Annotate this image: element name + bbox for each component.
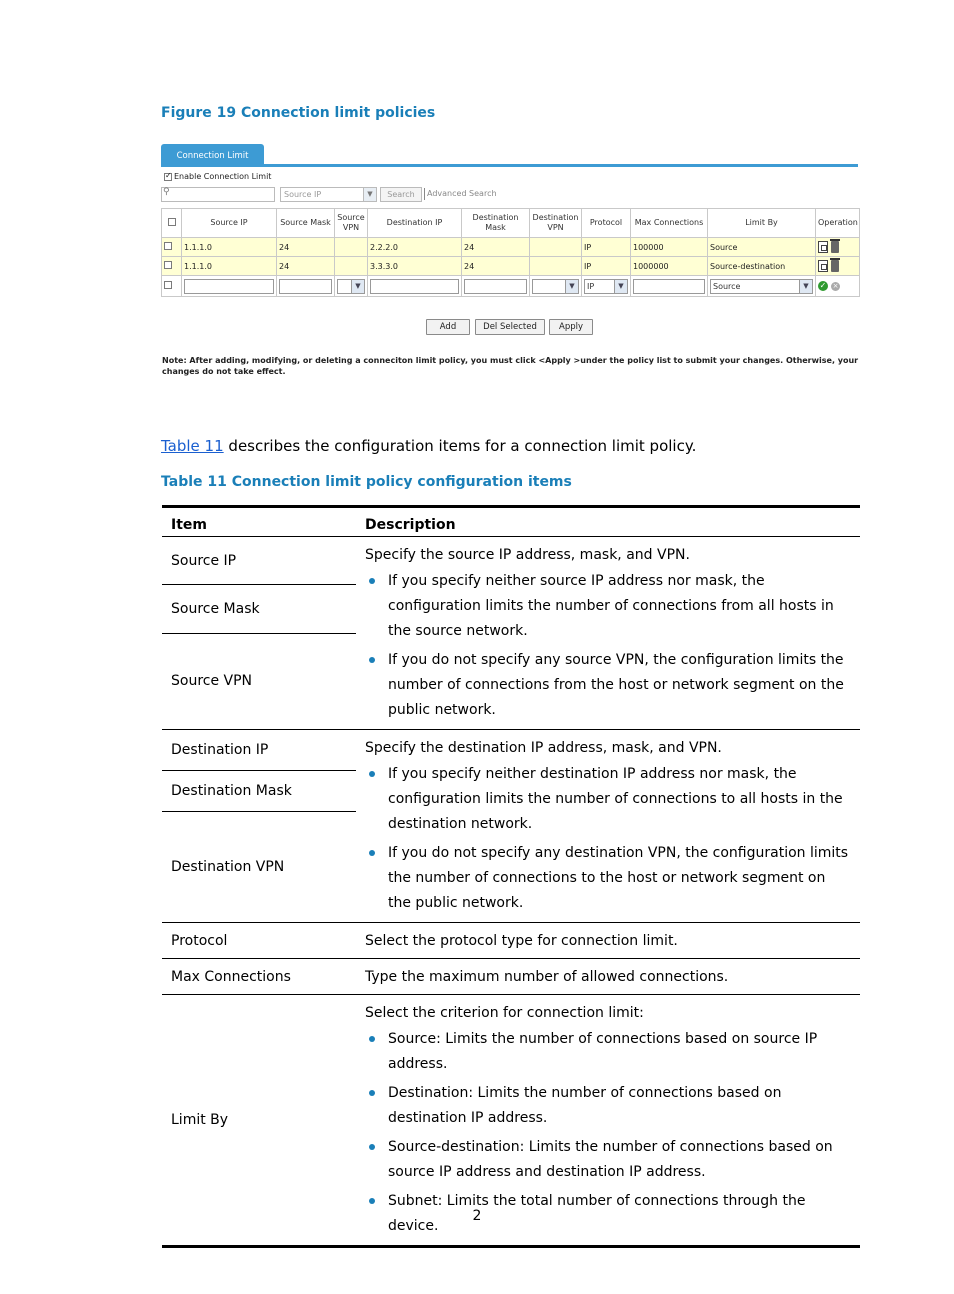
item-cell: Destination Mask (162, 771, 356, 812)
policy-table (161, 208, 860, 297)
edit-icon[interactable] (818, 241, 828, 253)
del-selected-button[interactable]: Del Selected (475, 319, 545, 335)
tab-connection-limit[interactable]: Connection Limit (161, 144, 264, 166)
dest-ip-input[interactable] (370, 279, 459, 294)
search-field-value: Source IP (284, 190, 322, 199)
list-item: Destination: Limits the number of connections based on destination IP address. (365, 1081, 851, 1131)
list-item: If you specify neither source IP address nor mask, the configuration limits the number of connections from all hosts in the source network. (365, 569, 851, 644)
item-cell: Source IP (162, 537, 356, 585)
search-button[interactable]: Search (380, 187, 422, 202)
enable-connection-limit[interactable] (164, 172, 271, 181)
description-intro: Specify the source IP address, mask, and VPN. (365, 547, 690, 563)
col-header: Destination VPN (530, 209, 582, 238)
col-header: Destination IP (368, 209, 462, 238)
table-row (162, 238, 860, 257)
table-11-link[interactable]: Table 11 (161, 437, 224, 455)
list-item: If you do not specify any source VPN, the configuration limits the number of connections from the host or network segment on the public network. (365, 648, 851, 723)
chevron-down-icon: ▼ (614, 280, 627, 293)
cell-source-vpn (335, 257, 368, 276)
connection-limit-panel (161, 143, 859, 383)
list-item: Source: Limits the number of connections based on source IP address. (365, 1027, 851, 1077)
col-header: Limit By (708, 209, 816, 238)
col-header-description: Description (356, 507, 860, 537)
enable-checkbox[interactable] (164, 173, 172, 181)
bullet-list (365, 569, 851, 729)
description-intro: Specify the destination IP address, mask, and VPN. (365, 740, 722, 756)
advanced-search-link[interactable]: Advanced Search (427, 189, 497, 198)
figure-caption: Figure 19 Connection limit policies (161, 105, 436, 121)
search-icon: ⚲ (163, 187, 170, 197)
chevron-down-icon: ▼ (363, 188, 376, 201)
col-header: Source IP (182, 209, 277, 238)
item-cell: Source VPN (162, 633, 356, 730)
cell-source-ip: 1.1.1.0 (182, 257, 277, 276)
cell-limit-by: Source (708, 238, 816, 257)
table-caption: Table 11 Connection limit policy configuration items (161, 474, 572, 490)
page-number: 2 (472, 1208, 482, 1224)
intro-text: describes the configuration items for a connection limit policy. (223, 437, 697, 455)
dest-mask-input[interactable] (464, 279, 527, 294)
list-item: If you do not specify any destination VPN, the configuration limits the number of connections to the host or network segment on the public network. (365, 841, 851, 916)
bullet-list (365, 762, 851, 922)
cell-source-ip: 1.1.1.0 (182, 238, 277, 257)
source-ip-input[interactable] (184, 279, 274, 294)
row-checkbox[interactable] (164, 281, 172, 289)
list-item: Source-destination: Limits the number of connections based on source IP address and destination IP address. (365, 1135, 851, 1185)
col-header: Destination Mask (462, 209, 530, 238)
trash-icon[interactable] (831, 260, 839, 272)
row-checkbox[interactable] (164, 261, 172, 269)
cell-dest-ip: 3.3.3.0 (368, 257, 462, 276)
description-cell: Select the protocol type for connection limit. (356, 923, 860, 959)
item-cell: Limit By (162, 995, 356, 1247)
chevron-down-icon: ▼ (799, 280, 812, 293)
dest-vpn-select[interactable] (532, 279, 579, 294)
limit-by-select[interactable] (710, 279, 813, 294)
item-cell: Protocol (162, 923, 356, 959)
cell-source-mask: 24 (277, 257, 335, 276)
cell-max-connections: 1000000 (631, 257, 708, 276)
cell-dest-mask: 24 (462, 238, 530, 257)
intro-paragraph (161, 437, 696, 455)
select-all-cell[interactable] (162, 209, 182, 238)
description-cell: Type the maximum number of allowed connections. (356, 959, 860, 995)
cell-protocol: IP (582, 238, 631, 257)
search-bar (161, 187, 858, 203)
config-items-table (162, 505, 860, 1248)
item-cell: Destination IP (162, 730, 356, 771)
trash-icon[interactable] (831, 241, 839, 253)
search-input[interactable] (161, 187, 275, 202)
col-header: Source Mask (277, 209, 335, 238)
new-policy-row (162, 276, 860, 297)
protocol-select[interactable] (584, 279, 628, 294)
chevron-down-icon: ▼ (565, 280, 578, 293)
description-cell (356, 730, 860, 923)
cell-dest-mask: 24 (462, 257, 530, 276)
description-cell (356, 537, 860, 730)
protocol-value: IP (587, 281, 595, 291)
source-mask-input[interactable] (279, 279, 332, 294)
cell-operation (816, 238, 860, 257)
col-header: Max Connections (631, 209, 708, 238)
cell-dest-vpn (530, 238, 582, 257)
cell-protocol: IP (582, 257, 631, 276)
cancel-icon[interactable]: × (832, 281, 839, 290)
chevron-down-icon: ▼ (351, 280, 364, 293)
item-cell: Max Connections (162, 959, 356, 995)
cell-dest-ip: 2.2.2.0 (368, 238, 462, 257)
col-header: Protocol (582, 209, 631, 238)
note-text: Note: After adding, modifying, or deleting a conneciton limit policy, you must click <Apply >under the policy list to submit your changes. Otherwise, your changes do not take effect. (162, 356, 859, 376)
max-connections-input[interactable] (633, 279, 705, 294)
apply-button[interactable]: Apply (549, 319, 593, 335)
list-item: If you specify neither destination IP address nor mask, the configuration limits the number of connections to all hosts in the destination network. (365, 762, 851, 837)
cell-source-mask: 24 (277, 238, 335, 257)
cell-source-vpn (335, 238, 368, 257)
item-cell: Destination VPN (162, 812, 356, 923)
select-all-checkbox[interactable] (168, 218, 176, 226)
tab-underline (161, 164, 858, 167)
table-row (162, 257, 860, 276)
search-field-select[interactable] (280, 187, 377, 202)
list-item: Subnet: Limits the total number of connections through the device. (365, 1189, 851, 1239)
cell-limit-by: Source-destination (708, 257, 816, 276)
cell-operation (816, 257, 860, 276)
col-header-item: Item (162, 507, 356, 537)
source-vpn-select[interactable] (337, 279, 365, 294)
cell-max-connections: 100000 (631, 238, 708, 257)
col-header: Operation (816, 209, 860, 238)
limit-by-value: Source (713, 281, 741, 291)
enable-label: Enable Connection Limit (174, 172, 272, 181)
col-header: Source VPN (335, 209, 368, 238)
cell-dest-vpn (530, 257, 582, 276)
edit-icon[interactable] (818, 260, 828, 272)
description-intro: Select the criterion for connection limit: (365, 1005, 644, 1021)
confirm-icon[interactable]: ✓ (819, 281, 827, 290)
row-checkbox[interactable] (164, 242, 172, 250)
add-button[interactable]: Add (426, 319, 470, 335)
item-cell: Source Mask (162, 585, 356, 633)
